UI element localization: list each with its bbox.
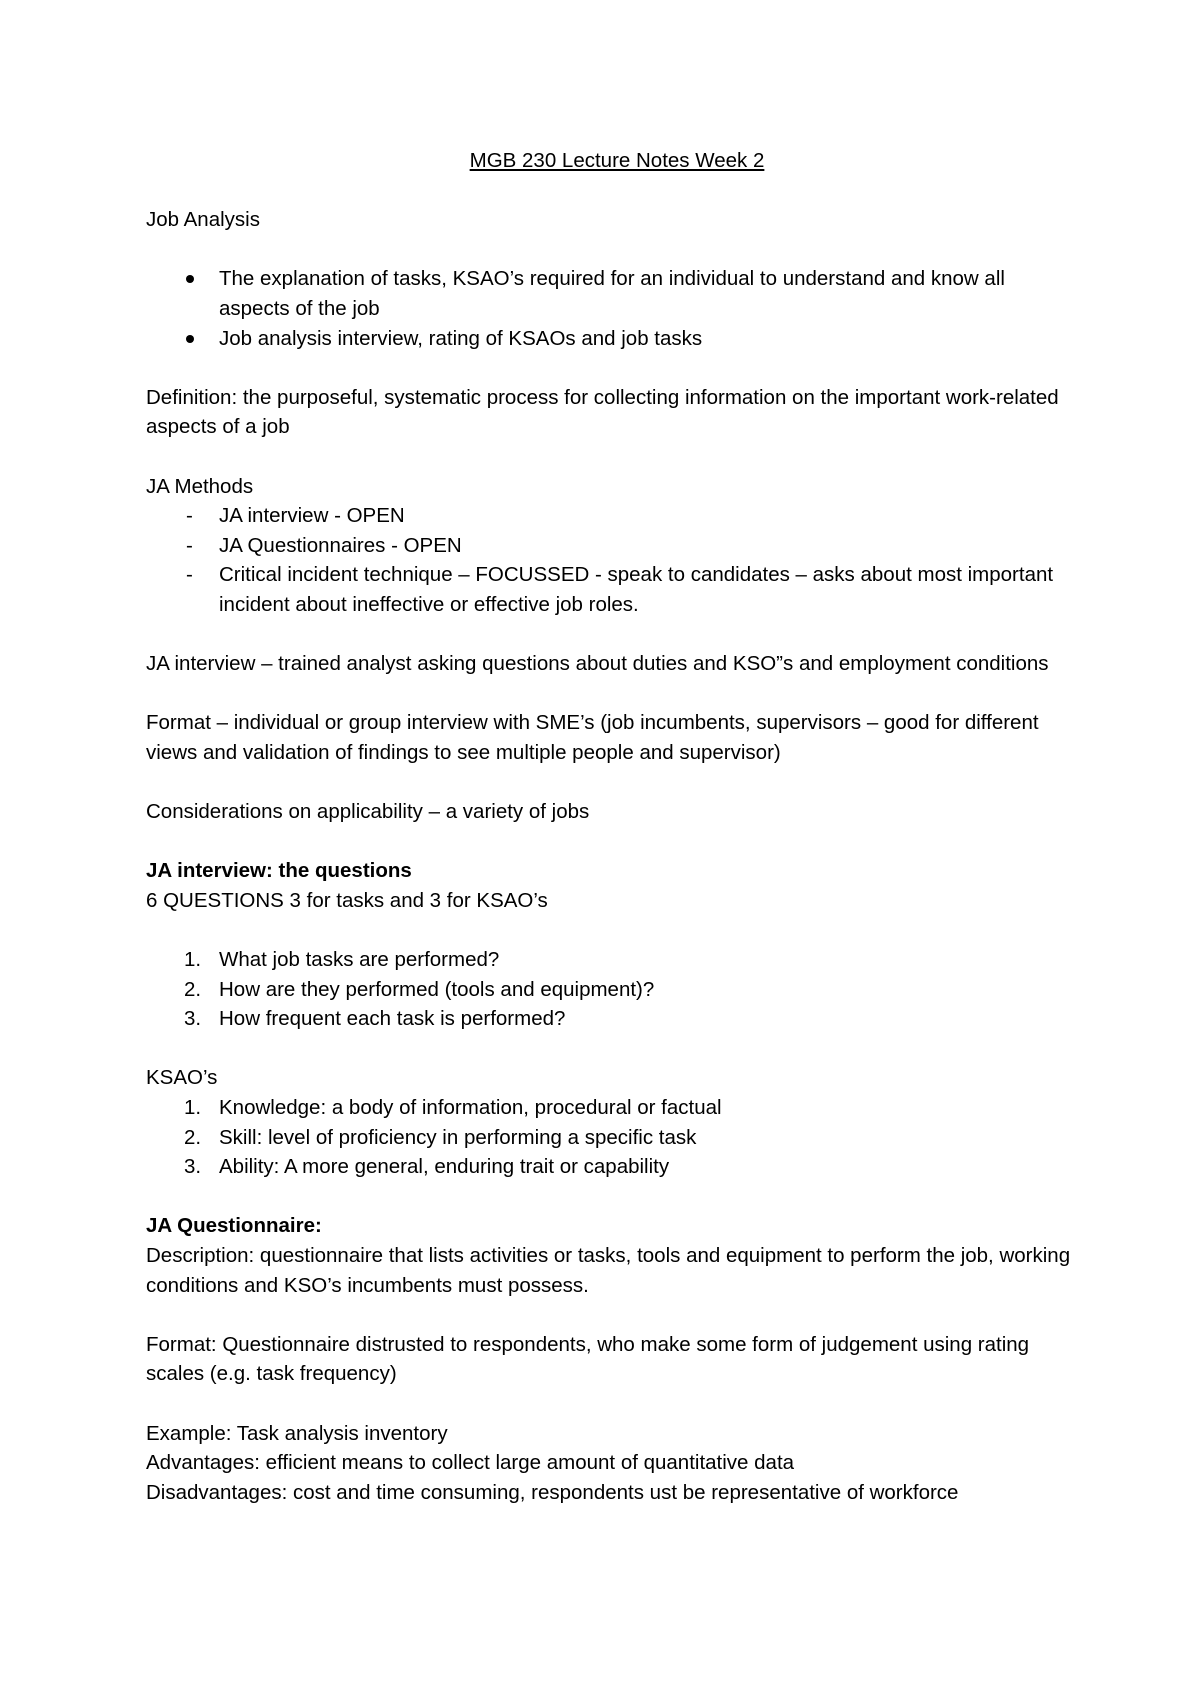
- question-text: How are they performed (tools and equipment)?: [219, 977, 655, 1001]
- bullet-item: The explanation of tasks, KSAO’s required for an individual to understand and know all aspects of the job: [146, 264, 1076, 323]
- ksao-item: [146, 1093, 1076, 1123]
- questionnaire-example: Example: Task analysis inventory: [146, 1421, 448, 1445]
- definition-paragraph: Definition: the purposeful, systematic process for collecting information on the important work-related aspects of a job: [146, 385, 1059, 439]
- method-item: - Critical incident technique – FOCUSSED - speak to candidates – asks about most important incident about ineffective or effective job roles.: [146, 560, 1076, 619]
- questionnaire-description: Description: questionnaire that lists activities or tasks, tools and equipment to perform the job, working conditions and KSO’s incumbents must possess.: [146, 1243, 1071, 1297]
- ksao-text: Skill: level of proficiency in performing a specific task: [219, 1125, 697, 1149]
- questions-heading: JA interview: the questions: [146, 859, 412, 883]
- format-interview-paragraph: Format – individual or group interview with SME’s (job incumbents, supervisors – good for different views and validation of findings to see multiple people and supervisor): [146, 711, 1039, 764]
- question-item: [146, 1004, 1076, 1034]
- question-item: [146, 945, 1076, 975]
- method-item: - JA Questionnaires - OPEN: [146, 531, 1076, 561]
- job-analysis-heading: Job Analysis: [146, 208, 260, 232]
- list-number: 2.: [184, 1125, 202, 1149]
- ja-interview-paragraph: JA interview – trained analyst asking questions about duties and KSO”s and employment conditions: [146, 652, 1049, 676]
- questions-subheading: 6 QUESTIONS 3 for tasks and 3 for KSAO’s: [146, 888, 548, 912]
- ksao-heading: KSAO’s: [146, 1066, 218, 1090]
- bullet-item: Job analysis interview, rating of KSAOs and job tasks: [146, 324, 1076, 354]
- ja-methods-heading: JA Methods: [146, 474, 254, 498]
- ksao-list: [146, 1093, 1076, 1182]
- ksao-text: Knowledge: a body of information, procedural or factual: [219, 1096, 722, 1119]
- list-number: 1.: [184, 1096, 202, 1119]
- list-number: 2.: [184, 977, 202, 1001]
- ksao-text: Ability: A more general, enduring trait or capability: [219, 1155, 670, 1179]
- questionnaire-heading: JA Questionnaire:: [146, 1214, 322, 1238]
- questions-list: [146, 945, 1076, 1034]
- method-item: - JA interview - OPEN: [146, 501, 1076, 531]
- questionnaire-advantages: Advantages: efficient means to collect large amount of quantitative data: [146, 1451, 795, 1475]
- questionnaire-format: Format: Questionnaire distrusted to respondents, who make some form of judgement using rating scales (e.g. task frequency): [146, 1332, 1030, 1386]
- job-analysis-bullet-list: [146, 264, 1076, 353]
- document-body: [146, 146, 1076, 1507]
- ksao-item: [146, 1152, 1076, 1182]
- question-text: What job tasks are performed?: [219, 948, 500, 972]
- ksao-item: [146, 1123, 1076, 1153]
- list-number: 3.: [184, 1007, 202, 1031]
- question-text: How frequent each task is performed?: [219, 1007, 566, 1031]
- question-item: [146, 975, 1076, 1005]
- page-title: MGB 230 Lecture Notes Week 2: [469, 149, 765, 172]
- ja-methods-list: [146, 501, 1076, 619]
- questionnaire-disadvantages: Disadvantages: cost and time consuming, respondents ust be representative of workforce: [146, 1480, 959, 1504]
- considerations-paragraph: Considerations on applicability – a variety of jobs: [146, 800, 590, 824]
- list-number: 1.: [184, 948, 202, 972]
- list-number: 3.: [184, 1155, 202, 1179]
